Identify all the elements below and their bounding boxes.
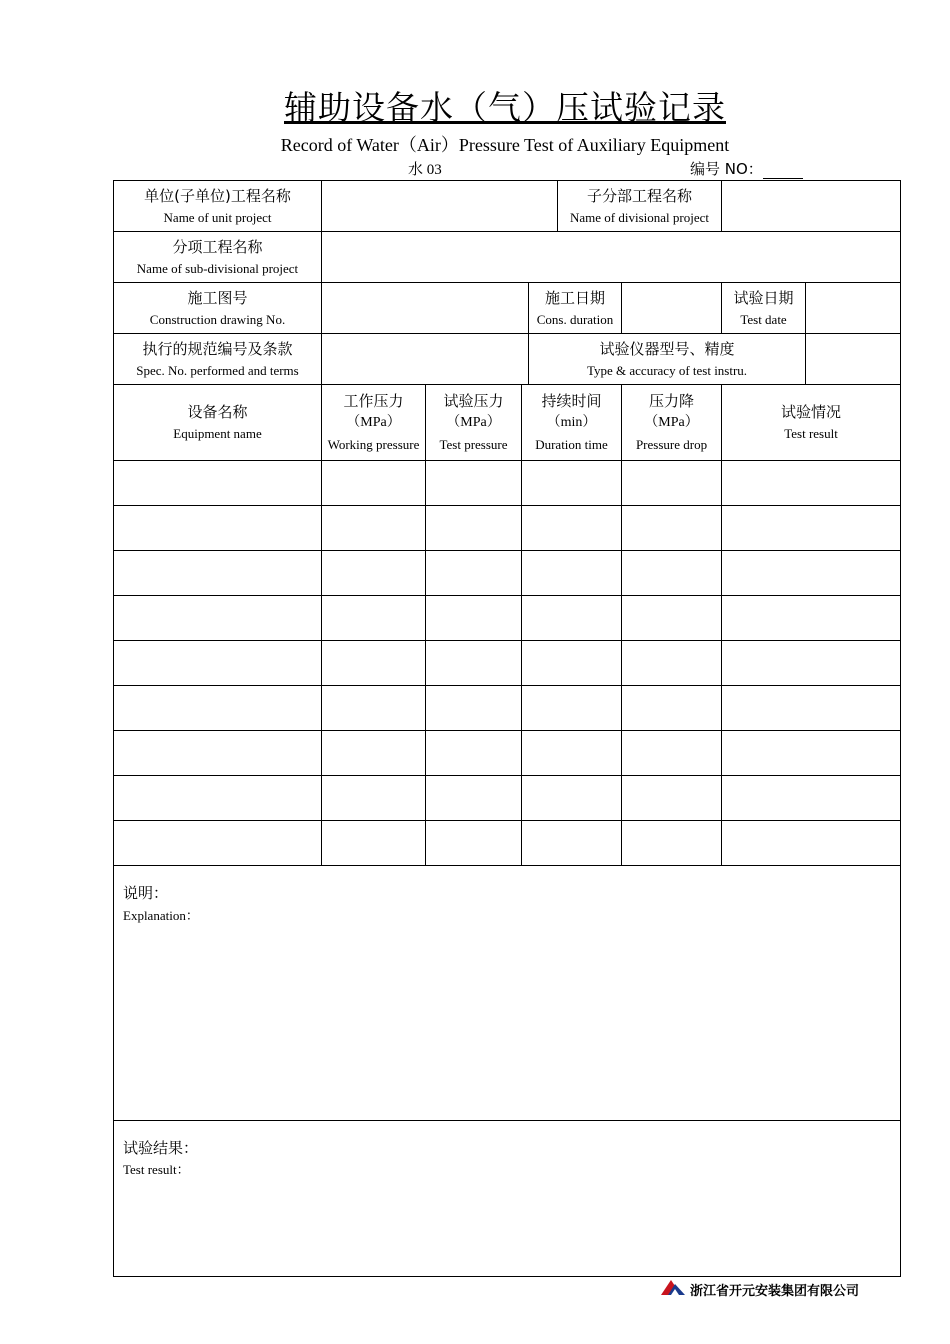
cons-duration-label: 施工日期 Cons. duration xyxy=(529,283,622,334)
table-row xyxy=(114,596,901,641)
table-row xyxy=(114,821,901,866)
form-code-zh: 水 xyxy=(408,160,424,178)
cell-pressure-drop[interactable] xyxy=(622,686,722,731)
cell-pressure-drop[interactable] xyxy=(622,821,722,866)
cell-test-result[interactable] xyxy=(722,596,901,641)
cell-equipment[interactable] xyxy=(114,461,322,506)
cell-pressure-drop[interactable] xyxy=(622,776,722,821)
cell-working-pressure[interactable] xyxy=(322,776,426,821)
cell-equipment[interactable] xyxy=(114,686,322,731)
cell-test-result[interactable] xyxy=(722,731,901,776)
number-field xyxy=(690,158,803,179)
instrument-value[interactable] xyxy=(806,334,901,385)
drawing-no-label: 施工图号 Construction drawing No. xyxy=(114,283,322,334)
explanation-section[interactable] xyxy=(114,866,901,1121)
cell-test-result[interactable] xyxy=(722,551,901,596)
col-header-equipment: 设备名称 Equipment name xyxy=(114,385,322,461)
cell-duration[interactable] xyxy=(522,731,622,776)
cell-working-pressure[interactable] xyxy=(322,641,426,686)
cell-test-result[interactable] xyxy=(722,821,901,866)
cell-duration[interactable] xyxy=(522,686,622,731)
cell-test-pressure[interactable] xyxy=(426,821,522,866)
cell-equipment[interactable] xyxy=(114,821,322,866)
cell-pressure-drop[interactable] xyxy=(622,506,722,551)
test-date-label: 试验日期 Test date xyxy=(722,283,806,334)
cell-working-pressure[interactable] xyxy=(322,686,426,731)
table-row xyxy=(114,461,901,506)
company-logo-icon xyxy=(660,1278,686,1301)
cell-test-result[interactable] xyxy=(722,506,901,551)
table-row xyxy=(114,776,901,821)
explanation-label-en: Explanation： xyxy=(123,908,199,923)
col-header-working-pressure: 工作压力 （MPa） Working pressure xyxy=(322,385,426,461)
company-name: 浙江省开元安装集团有限公司 xyxy=(690,1284,860,1299)
cell-test-pressure[interactable] xyxy=(426,461,522,506)
cell-duration[interactable] xyxy=(522,821,622,866)
form-code xyxy=(408,158,442,179)
cell-working-pressure[interactable] xyxy=(322,551,426,596)
table-row xyxy=(114,551,901,596)
cons-duration-value[interactable] xyxy=(622,283,722,334)
cell-duration[interactable] xyxy=(522,461,622,506)
cell-pressure-drop[interactable] xyxy=(622,641,722,686)
col-header-duration: 持续时间 （min） Duration time xyxy=(522,385,622,461)
divisional-project-value[interactable] xyxy=(722,181,901,232)
cell-test-result[interactable] xyxy=(722,461,901,506)
cell-duration[interactable] xyxy=(522,596,622,641)
cell-duration[interactable] xyxy=(522,641,622,686)
col-header-test-result: 试验情况 Test result xyxy=(722,385,901,461)
sub-divisional-project-value[interactable] xyxy=(322,232,901,283)
cell-test-result[interactable] xyxy=(722,686,901,731)
explanation-label-zh: 说明： xyxy=(123,884,169,902)
number-label: 编号 NO： xyxy=(690,160,763,178)
cell-duration[interactable] xyxy=(522,506,622,551)
col-header-test-pressure: 试验压力 （MPa） Test pressure xyxy=(426,385,522,461)
page-subtitle: Record of Water（Air）Pressure Test of Auxiliary Equipment xyxy=(280,135,730,155)
cell-test-pressure[interactable] xyxy=(426,776,522,821)
divisional-project-label: 子分部工程名称 Name of divisional project xyxy=(558,181,722,232)
footer xyxy=(660,1278,859,1301)
table-row xyxy=(114,686,901,731)
table-row xyxy=(114,731,901,776)
cell-working-pressure[interactable] xyxy=(322,596,426,641)
cell-equipment[interactable] xyxy=(114,506,322,551)
cell-pressure-drop[interactable] xyxy=(622,596,722,641)
cell-working-pressure[interactable] xyxy=(322,731,426,776)
cell-test-pressure[interactable] xyxy=(426,596,522,641)
unit-project-value[interactable] xyxy=(322,181,558,232)
column-header-row xyxy=(114,385,901,461)
cell-duration[interactable] xyxy=(522,776,622,821)
form-code-num: 03 xyxy=(426,162,442,178)
cell-working-pressure[interactable] xyxy=(322,821,426,866)
instrument-label: 试验仪器型号、精度 Type & accuracy of test instru. xyxy=(529,334,806,385)
table-row xyxy=(114,641,901,686)
cell-duration[interactable] xyxy=(522,551,622,596)
cell-working-pressure[interactable] xyxy=(322,461,426,506)
cell-working-pressure[interactable] xyxy=(322,506,426,551)
cell-test-result[interactable] xyxy=(722,776,901,821)
cell-pressure-drop[interactable] xyxy=(622,731,722,776)
cell-pressure-drop[interactable] xyxy=(622,461,722,506)
cell-test-pressure[interactable] xyxy=(426,506,522,551)
cell-test-result[interactable] xyxy=(722,641,901,686)
cell-equipment[interactable] xyxy=(114,551,322,596)
number-blank[interactable] xyxy=(763,164,803,179)
cell-test-pressure[interactable] xyxy=(426,731,522,776)
test-result-label-zh: 试验结果： xyxy=(123,1139,199,1157)
page-title: 辅助设备水（气）压试验记录 xyxy=(284,88,726,127)
cell-equipment[interactable] xyxy=(114,731,322,776)
record-table xyxy=(113,180,901,1277)
cell-test-pressure[interactable] xyxy=(426,686,522,731)
spec-no-label: 执行的规范编号及条款 Spec. No. performed and terms xyxy=(114,334,322,385)
cell-test-pressure[interactable] xyxy=(426,551,522,596)
drawing-no-value[interactable] xyxy=(322,283,529,334)
cell-equipment[interactable] xyxy=(114,641,322,686)
cell-test-pressure[interactable] xyxy=(426,641,522,686)
test-result-section[interactable] xyxy=(114,1121,901,1277)
cell-pressure-drop[interactable] xyxy=(622,551,722,596)
table-row xyxy=(114,506,901,551)
cell-equipment[interactable] xyxy=(114,776,322,821)
test-result-label-en: Test result： xyxy=(123,1162,190,1177)
cell-equipment[interactable] xyxy=(114,596,322,641)
unit-project-label: 单位(子单位)工程名称 Name of unit project xyxy=(114,181,322,232)
col-header-pressure-drop: 压力降 （MPa） Pressure drop xyxy=(622,385,722,461)
sub-divisional-project-label: 分项工程名称 Name of sub-divisional project xyxy=(114,232,322,283)
test-date-value[interactable] xyxy=(806,283,901,334)
spec-no-value[interactable] xyxy=(322,334,529,385)
